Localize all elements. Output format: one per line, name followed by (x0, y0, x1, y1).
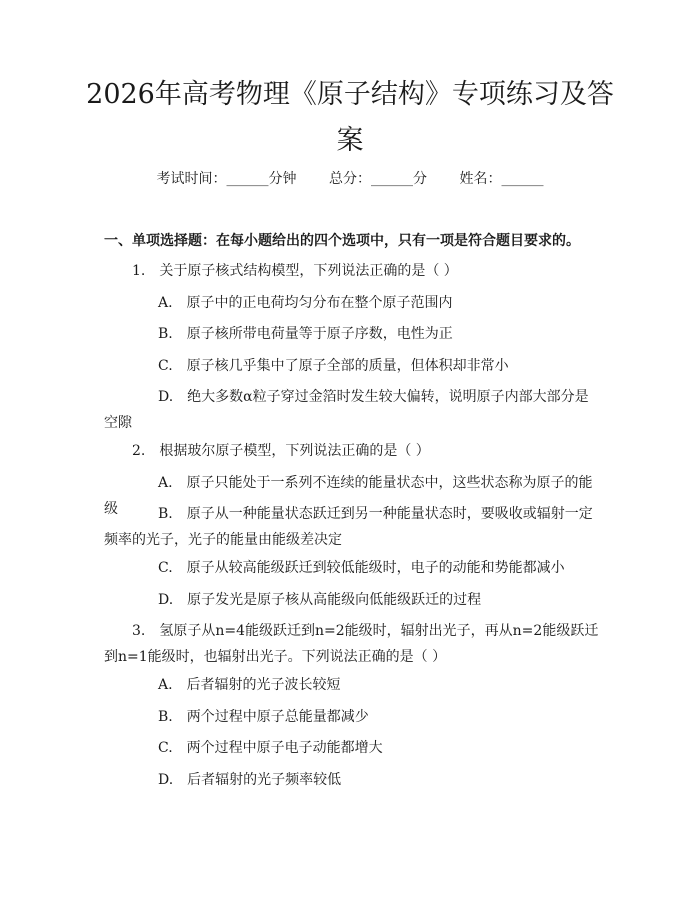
question-1-option-d: D. 绝大多数α粒子穿过金箔时发生较大偏转，说明原子内部大部分是空隙 (104, 389, 589, 431)
question-3-option-d: D. 后者辐射的光子频率较低 (158, 772, 342, 788)
question-2-option-c: C. 原子从较高能级跃迁到较低能级时，电子的动能和势能都减小 (158, 560, 565, 576)
total-score: 总分：______分 (329, 171, 427, 187)
document-title: 2026年高考物理《原子结构》专项练习及答案 (86, 79, 614, 156)
exam-time: 考试时间：______分钟 (156, 171, 297, 187)
exam-meta (0, 168, 700, 188)
question-1-option-c: C. 原子核几乎集中了原子全部的质量，但体积却非常小 (158, 358, 509, 374)
question-1-option-a: A. 原子中的正电荷均匀分布在整个原子范围内 (158, 295, 453, 311)
question-2-option-b: B. 原子从一种能量状态跃迁到另一种能量状态时，要吸收或辐射一定频率的光子，光子的能量由能级差决定 (104, 506, 593, 548)
question-2-option-d: D. 原子发光是原子核从高能级向低能级跃迁的过程 (158, 592, 482, 608)
question-1-option-b: B. 原子核所带电荷量等于原子序数，电性为正 (158, 326, 453, 342)
question-3-option-b: B. 两个过程中原子总能量都减少 (158, 709, 369, 725)
section-heading: 一、单项选择题：在每小题给出的四个选项中，只有一项是符合题目要求的。 (104, 233, 580, 249)
question-1-stem: 1. 关于原子核式结构模型，下列说法正确的是（ ） (132, 263, 458, 279)
question-3-stem: 3. 氢原子从n=4能级跃迁到n=2能级时，辐射出光子，再从n=2能级跃迁到n=1能级时，也辐射出光子。下列说法正确的是（ ） (104, 623, 599, 665)
question-2-stem: 2. 根据玻尔原子模型，下列说法正确的是（ ） (132, 443, 430, 459)
question-2-option-a: A. 原子只能处于一系列不连续的能量状态中，这些状态称为原子的能级 (104, 475, 593, 517)
student-name: 姓名：______ (459, 171, 544, 187)
question-3-option-a: A. 后者辐射的光子波长较短 (158, 677, 341, 693)
question-3-option-c: C. 两个过程中原子电子动能都增大 (158, 740, 383, 756)
